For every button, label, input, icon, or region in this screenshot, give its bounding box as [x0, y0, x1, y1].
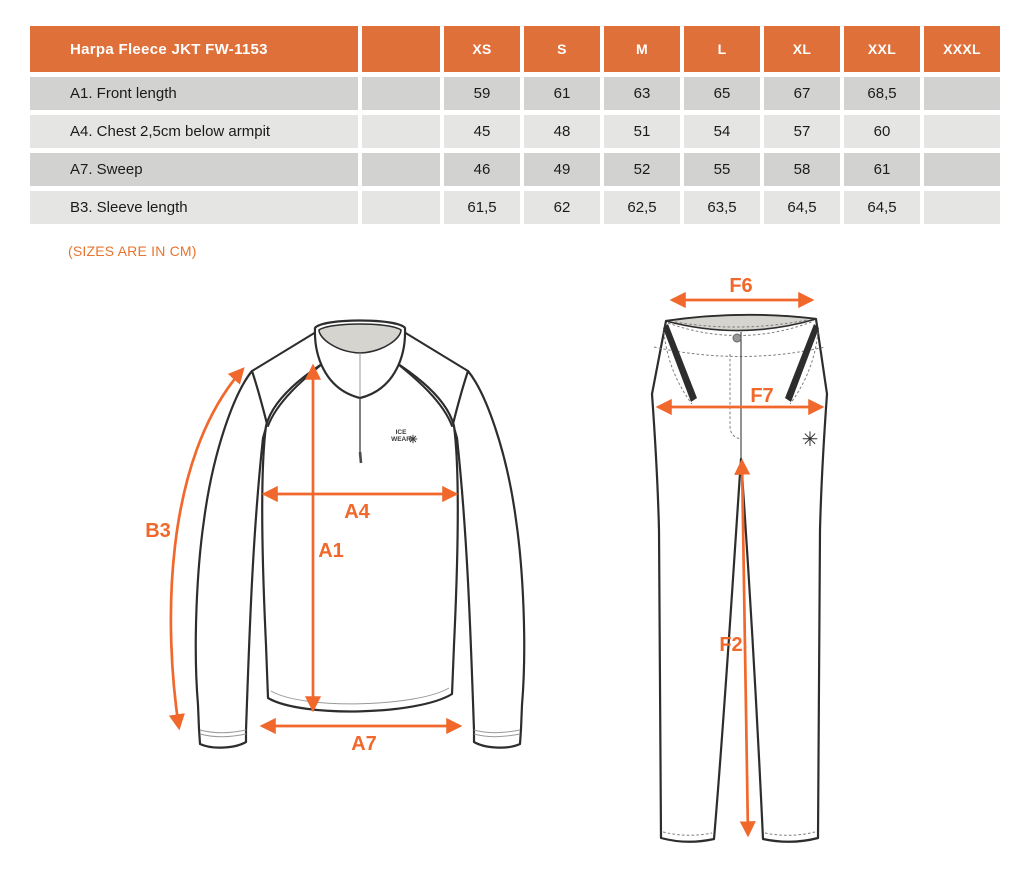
value-cell	[924, 115, 1000, 148]
value-cell: 48	[524, 115, 600, 148]
header-size-m: M	[604, 26, 680, 72]
row-label: B3. Sleeve length	[30, 191, 358, 224]
value-cell: 64,5	[844, 191, 920, 224]
row-label: A7. Sweep	[30, 153, 358, 186]
f6-label: F6	[729, 275, 753, 297]
size-table	[30, 26, 1000, 224]
measurement-diagrams	[0, 240, 1031, 886]
header-empty-cell	[362, 26, 440, 72]
header-size-s: S	[524, 26, 600, 72]
logo-text-line2: WEAR	[391, 436, 411, 443]
value-cell: 62	[524, 191, 600, 224]
header-size-xl: XL	[764, 26, 840, 72]
value-cell: 61	[844, 153, 920, 186]
f2-label: F2	[719, 634, 743, 656]
waist-button	[733, 334, 741, 342]
b3-label: B3	[145, 520, 171, 542]
value-cell: 52	[604, 153, 680, 186]
empty-cell	[362, 77, 440, 110]
row-label: A4. Chest 2,5cm below armpit	[30, 115, 358, 148]
a1-label: A1	[318, 540, 344, 562]
jacket-right-sleeve	[453, 371, 524, 748]
snowflake-icon: ✳	[408, 434, 418, 446]
value-cell: 68,5	[844, 77, 920, 110]
value-cell: 45	[444, 115, 520, 148]
value-cell: 67	[764, 77, 840, 110]
empty-cell	[362, 115, 440, 148]
header-size-xxl: XXL	[844, 26, 920, 72]
value-cell: 62,5	[604, 191, 680, 224]
value-cell: 63	[604, 77, 680, 110]
header-size-l: L	[684, 26, 760, 72]
value-cell: 51	[604, 115, 680, 148]
value-cell: 61,5	[444, 191, 520, 224]
value-cell: 57	[764, 115, 840, 148]
value-cell: 63,5	[684, 191, 760, 224]
zipper-pull	[360, 452, 361, 463]
value-cell: 46	[444, 153, 520, 186]
table-title: Harpa Fleece JKT FW-1153	[30, 26, 358, 72]
f7-label: F7	[750, 385, 774, 407]
pants-drawing	[652, 275, 827, 842]
empty-cell	[362, 153, 440, 186]
value-cell: 55	[684, 153, 760, 186]
value-cell: 65	[684, 77, 760, 110]
value-cell: 54	[684, 115, 760, 148]
value-cell	[924, 191, 1000, 224]
value-cell: 49	[524, 153, 600, 186]
pants-outline	[652, 315, 827, 842]
row-label: A1. Front length	[30, 77, 358, 110]
value-cell: 58	[764, 153, 840, 186]
right-shoulder-seam	[404, 332, 468, 371]
left-shoulder-seam	[252, 332, 316, 371]
value-cell: 59	[444, 77, 520, 110]
header-size-xxxl: XXXL	[924, 26, 1000, 72]
value-cell: 61	[524, 77, 600, 110]
jacket-drawing	[145, 321, 524, 756]
header-size-xs: XS	[444, 26, 520, 72]
sizes-unit-note: (SIZES ARE IN CM)	[68, 243, 197, 259]
value-cell: 60	[844, 115, 920, 148]
value-cell: 64,5	[764, 191, 840, 224]
a7-label: A7	[351, 733, 377, 755]
empty-cell	[362, 191, 440, 224]
value-cell	[924, 77, 1000, 110]
value-cell	[924, 153, 1000, 186]
a4-label: A4	[344, 501, 370, 523]
pants-snowflake-icon: ✳	[801, 429, 819, 451]
logo-text-line1: ICE	[395, 429, 407, 436]
